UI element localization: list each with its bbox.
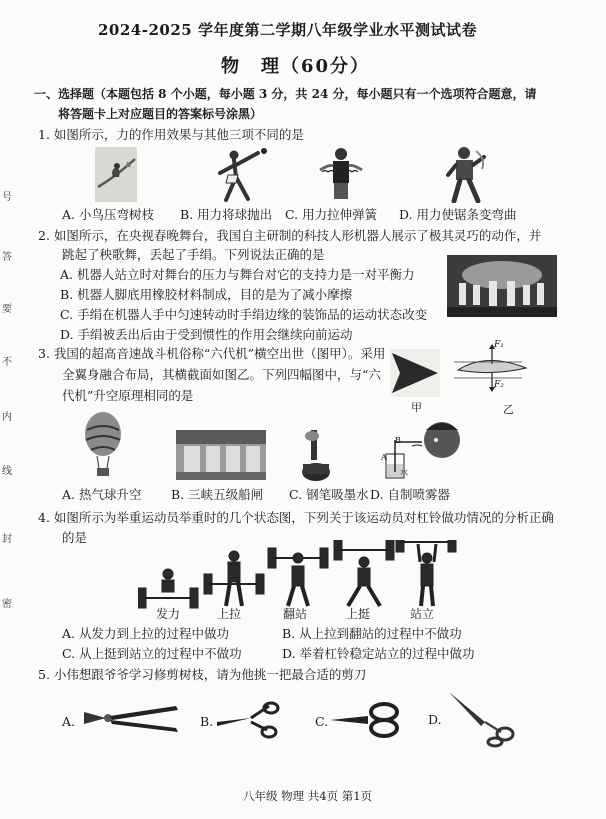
q3-fig-label-f2: F₂: [494, 380, 504, 390]
q1-figure-bird: [95, 147, 137, 202]
q3-fig-label-yi: 乙: [503, 403, 514, 416]
q3-option-c: C. 钢笔吸墨水: [289, 487, 369, 502]
q4-phase-label: 上拉: [217, 607, 242, 621]
margin-char: 线: [2, 466, 12, 477]
section-heading: 一、选择题（本题包括 8 个小题，每小题 3 分，共 24 分，每小题只有一个选项符合题意，请: [34, 87, 537, 101]
q3-sprayer-label-a: A: [381, 453, 387, 462]
q5-option-d: D.: [428, 712, 442, 727]
q4-option-c: C. 从上挺到站立的过程中不做功: [62, 646, 242, 661]
exam-title: 2024-2025 学年度第二学期八年级学业水平测试试卷: [98, 21, 477, 39]
q2-stem: 2. 如图所示，在央视春晚舞台，我国自主研制的科技人形机器人展示了极其灵巧的动作，并: [38, 228, 542, 243]
q1-figure-spring-pull: [318, 146, 364, 200]
q4-option-b: B. 从上拉到翻站的过程中不做功: [282, 626, 462, 641]
q1-option-a: A. 小鸟压弯树枝: [62, 207, 154, 222]
margin-char: 答: [2, 252, 12, 263]
q2-option-c: C. 手绢在机器人手中匀速转动时手绢边缘的装饰品的运动状态改变: [60, 307, 428, 322]
q3-figure-ship-lock: [176, 430, 266, 480]
q3-fig-label-f1: F₁: [494, 340, 504, 350]
q5-option-a: A.: [62, 714, 76, 729]
q4-option-d: D. 举着杠铃稳定站立的过程中做功: [282, 646, 475, 661]
section-heading-cont: 将答题卡上对应题目的答案标号涂黑）: [58, 107, 263, 121]
q1-option-c: C. 用力拉伸弹簧: [285, 207, 378, 222]
q2-stem-cont: 跳起了秧歌舞，丢起了手绢。下列说法正确的是: [62, 247, 325, 262]
q5-stem: 5. 小伟想跟爷爷学习修剪树枝，请为他挑一把最合适的剪刀: [38, 667, 367, 682]
q3-figure-airfoil: [452, 342, 532, 402]
exam-subtitle: 物 理（60分）: [221, 56, 371, 77]
q2-option-a: A. 机器人站立时对舞台的压力与舞台对它的支持力是一对平衡力: [60, 267, 415, 282]
q3-stem-cont2: 代机”升空原理相同的是: [62, 388, 194, 403]
q5-figure-scissors-b: [215, 700, 281, 740]
margin-char: 封: [2, 534, 12, 545]
q3-figure-sprayer: [382, 416, 462, 482]
q4-phase-label: 上挺: [346, 607, 371, 621]
q3-option-a: A. 热气球升空: [62, 487, 142, 502]
q1-figure-ball-throw: [206, 145, 268, 205]
q3-sprayer-label-b: B: [395, 436, 401, 445]
q1-figure-saw-blade: [446, 145, 488, 203]
q5-figure-long-handle-shears: [80, 698, 180, 738]
q5-figure-scissors-d: [445, 688, 517, 748]
q3-option-b: B. 三峡五级船闸: [171, 487, 264, 502]
q3-stem-cont: 全翼身融合布局，其横截面如图乙。下列四幅图中，与“六: [62, 367, 381, 382]
q1-stem: 1. 如图所示，力的作用效果与其他三项不同的是: [38, 127, 304, 142]
q4-phase-label: 翻站: [283, 607, 308, 621]
q5-option-c: C.: [315, 714, 329, 729]
q2-option-b: B. 机器人脚底用橡胶材料制成，目的是为了减小摩擦: [60, 287, 353, 302]
page-footer: 八年级 物理 共4页 第1页: [243, 789, 373, 803]
q4-phase-label: 发力: [156, 607, 181, 621]
q2-figure-robot-stage: [447, 255, 557, 317]
q5-figure-scissors-c: [328, 700, 404, 740]
q3-option-d: D. 自制喷雾器: [370, 487, 451, 502]
margin-char: 密: [2, 599, 12, 610]
margin-char: 不: [2, 357, 12, 368]
margin-char: 号: [2, 192, 12, 203]
q4-option-a: A. 从发力到上拉的过程中做功: [62, 626, 229, 641]
q4-stem: 4. 如图所示为举重运动员举重时的几个状态图，下列关于该运动员对杠铃做功情况的分析正确: [38, 510, 554, 525]
q2-option-d: D. 手绢被丢出后由于受到惯性的作用会继续向前运动: [60, 327, 353, 342]
q3-stem: 3. 我国的超高音速战斗机俗称“六代机”横空出世（图甲）。采用: [38, 346, 386, 361]
q1-option-d: D. 用力使锯条变弯曲: [399, 207, 517, 222]
q3-figure-pen-ink: [294, 428, 334, 484]
q4-phase-label: 站立: [410, 607, 435, 621]
q3-fig-label-jia: 甲: [411, 401, 422, 414]
q3-sprayer-label-water: 水: [400, 468, 408, 477]
q3-figure-jet: [390, 349, 440, 397]
q4-stem-cont: 的是: [62, 530, 88, 545]
margin-char: 要: [2, 304, 12, 315]
q4-figure-weightlifting: [138, 540, 458, 610]
q1-option-b: B. 用力将球抛出: [180, 207, 273, 222]
q3-figure-hot-air-balloon: [83, 410, 123, 482]
margin-char: 内: [2, 412, 12, 423]
q5-option-b: B.: [200, 714, 214, 729]
